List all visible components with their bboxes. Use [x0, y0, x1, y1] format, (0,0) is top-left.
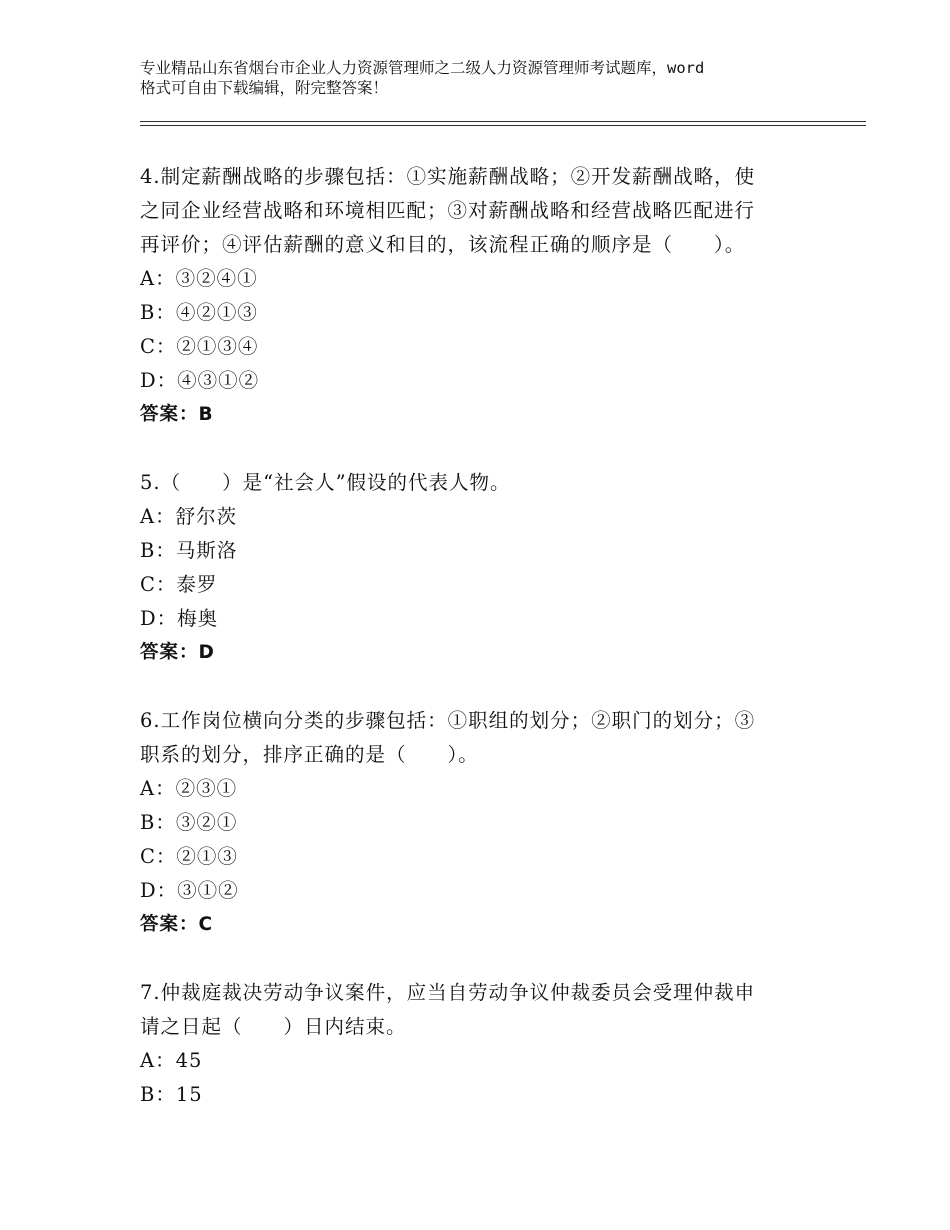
question-stem-line: 请之日起（ ）日内结束。 — [140, 1015, 407, 1038]
answer-key: 答案：B — [140, 404, 214, 425]
question-stem-line: 职系的划分，排序正确的是（ ）。 — [140, 743, 479, 766]
answer-option: A：45 — [140, 1049, 203, 1072]
answer-option: A：②③① — [140, 777, 238, 800]
question-list — [140, 160, 820, 1112]
document-header — [140, 58, 830, 98]
question-block — [140, 160, 820, 432]
answer-option: B：③②① — [140, 811, 238, 834]
question-block — [140, 976, 820, 1112]
answer-option: C：②①③ — [140, 845, 238, 868]
answer-key: 答案：C — [140, 914, 214, 935]
question-stem-line: 4.制定薪酬战略的步骤包括：①实施薪酬战略；②开发薪酬战略，使 — [140, 165, 756, 188]
answer-option: B：马斯洛 — [140, 539, 238, 562]
answer-option: B：④②①③ — [140, 301, 258, 324]
answer-key: 答案：D — [140, 642, 215, 663]
question-block — [140, 704, 820, 942]
question-stem-line: 5.（ ）是“社会人”假设的代表人物。 — [140, 471, 511, 494]
question-stem-line: 之同企业经营战略和环境相匹配；③对薪酬战略和经营战略匹配进行 — [140, 199, 756, 222]
question-stem-line: 7.仲裁庭裁决劳动争议案件，应当自劳动争议仲裁委员会受理仲裁申 — [140, 981, 756, 1004]
header-title-line-2: 格式可自由下载编辑，附完整答案！ — [140, 79, 389, 97]
answer-option: D：④③①② — [140, 369, 260, 392]
question-block — [140, 466, 820, 670]
answer-option: C：泰罗 — [140, 573, 218, 596]
answer-option: A：舒尔茨 — [140, 505, 238, 528]
header-divider-top — [140, 121, 866, 122]
header-divider-bottom — [140, 125, 866, 126]
question-stem-line: 再评价；④评估薪酬的意义和目的，该流程正确的顺序是（ ）。 — [140, 233, 746, 256]
answer-option: A：③②④① — [140, 267, 258, 290]
answer-option: B：15 — [140, 1083, 203, 1106]
question-stem-line: 6.工作岗位横向分类的步骤包括：①职组的划分；②职门的划分；③ — [140, 709, 756, 732]
answer-option: D：梅奥 — [140, 607, 219, 630]
answer-option: D：③①② — [140, 879, 239, 902]
header-title-line-1: 专业精品山东省烟台市企业人力资源管理师之二级人力资源管理师考试题库，word — [140, 59, 705, 77]
answer-option: C：②①③④ — [140, 335, 259, 358]
